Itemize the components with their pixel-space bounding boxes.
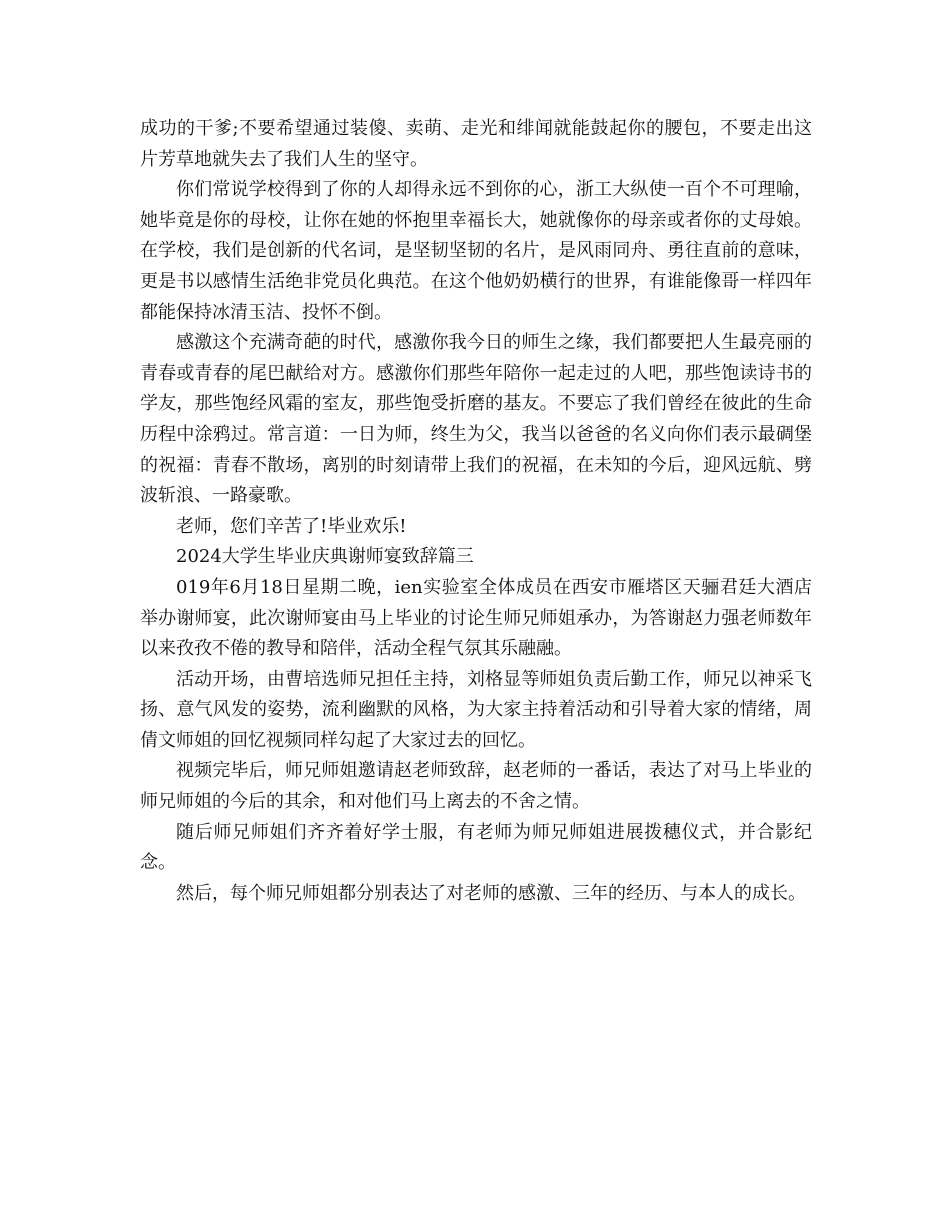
paragraph-3: 感激这个充满奇葩的时代，感激你我今日的师生之缘，我们都要把人生最亮丽的青春或青春的尾巴献给对方。感激你们那些年陪你一起走过的人吧，那些饱读诗书的学友，那些饱经风霜的室友，那些饱受折磨的基友。不要忘了我们曾经在彼此的生命历程中涂鸦过。常言道：一日为师，终生为父，我当以爸爸的名义向你们表示最碉堡的祝福：青春不散场，离别的时刻请带上我们的祝福，在未知的今后，迎风远航、劈波斩浪、一路豪歌。 xyxy=(140,332,812,507)
paragraph-8: 视频完毕后，师兄师姐邀请赵老师致辞，赵老师的一番话，表达了对马上毕业的师兄师姐的今后的其余，和对他们马上离去的不舍之情。 xyxy=(140,760,812,813)
paragraph-10: 然后，每个师兄师姐都分别表达了对老师的感激、三年的经历、与本人的成长。 xyxy=(176,882,806,904)
paragraph-4: 老师，您们辛苦了!毕业欢乐! xyxy=(176,515,407,537)
section-heading: 2024大学生毕业庆典谢师宴致辞篇三 xyxy=(176,546,474,568)
paragraph-2: 你们常说学校得到了你的人却得永远不到你的心，浙工大纵使一百个不可理喻，她毕竟是你的母校，让你在她的怀抱里幸福长大，她就像你的母亲或者你的丈母娘。在学校，我们是创新的代名词，是坚韧坚韧的名片，是风雨同舟、勇往直前的意味，更是书以感情生活绝非党员化典范。在这个他奶奶横行的世界，有谁能像哥一样四年都能保持冰清玉洁、投怀不倒。 xyxy=(140,179,812,323)
document-body xyxy=(140,114,812,909)
paragraph-7: 活动开场，由曹培选师兄担任主持，刘格显等师姐负责后勤工作，师兄以神采飞扬、意气风发的姿势，流利幽默的风格，为大家主持着活动和引导着大家的情绪，周倩文师姐的回忆视频同样勾起了大家过去的回忆。 xyxy=(140,668,812,751)
paragraph-1: 成功的干爹;不要希望通过装傻、卖萌、走光和绯闻就能鼓起你的腰包，不要走出这片芳草地就失去了我们人生的坚守。 xyxy=(140,118,812,170)
paragraph-6: 019年6月18日星期二晚，ien实验室全体成员在西安市雁塔区天骊君廷大酒店举办谢师宴，此次谢师宴由马上毕业的讨论生师兄师姐承办，为答谢赵力强老师数年以来孜孜不倦的教导和陪伴，活动全程气氛其乐融融。 xyxy=(140,576,812,660)
paragraph-9: 随后师兄师姐们齐齐着好学士服，有老师为师兄师姐进展拨穗仪式，并合影纪念。 xyxy=(140,821,812,874)
